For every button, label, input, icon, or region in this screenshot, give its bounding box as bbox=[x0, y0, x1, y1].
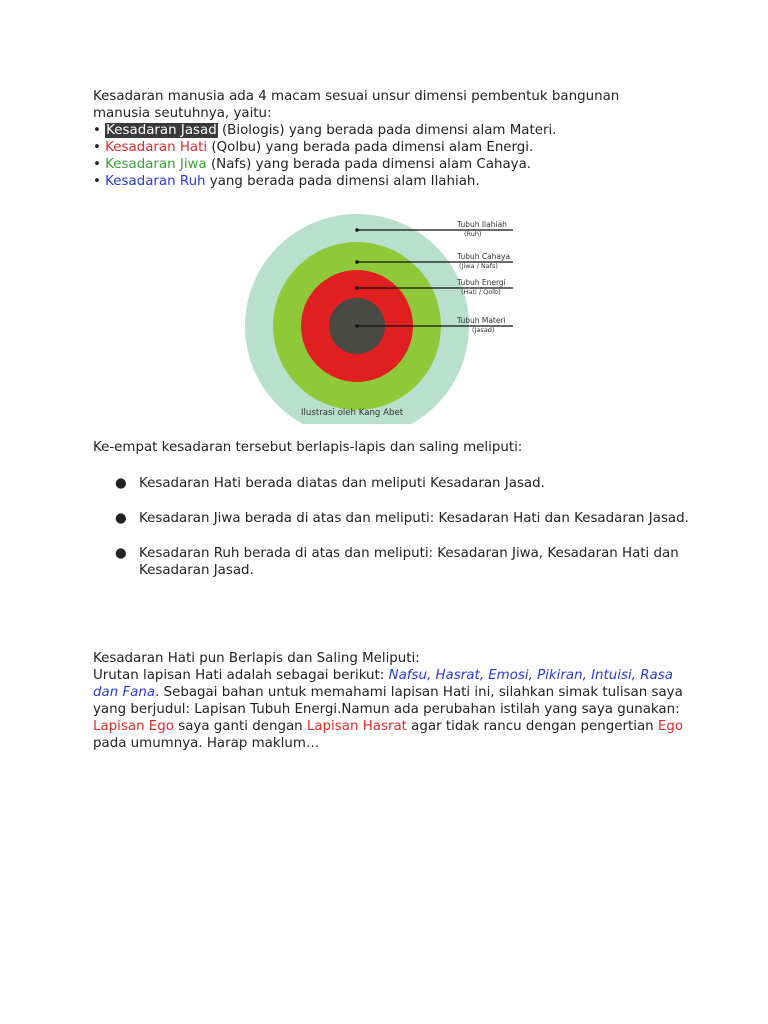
bullet-jiwa bbox=[93, 156, 693, 173]
term-ruh: Kesadaran Ruh bbox=[105, 174, 206, 189]
term-jasad: Kesadaran Jasad bbox=[106, 123, 217, 138]
bullet-hati bbox=[93, 139, 693, 156]
hati-layers-2: Rasa dan Fana bbox=[93, 668, 673, 700]
bullet-dot-icon: ● bbox=[115, 476, 127, 491]
label-ilahiah: Tubuh Ilahiah bbox=[457, 220, 507, 229]
label-materi-sub: (Jasad) bbox=[472, 326, 495, 334]
leader-dot bbox=[355, 286, 359, 290]
bullet-ruh bbox=[93, 173, 693, 190]
bullet-dot-icon: ● bbox=[115, 546, 127, 561]
consciousness-diagram bbox=[245, 214, 535, 424]
bullet-dot-icon: ● bbox=[115, 511, 127, 526]
hati-paragraph: Urutan lapisan Hati adalah sebagai berikut: Nafsu, Hasrat, Emosi, Pikiran, Intuisi, Rasa dan Fana. Sebagai bahan untuk memahami lapisan Hati ini, silahkan simak tulisan saya yang berjudul: Lapisan Tubuh Energi.Namun ada perubahan istilah yang saya gunakan: Lapisan Ego saya ganti dengan Lapisan Hasrat agar tidak rancu dengan pengertian Ego pada umumnya. Harap maklum… bbox=[93, 668, 684, 751]
bullet-marker: • bbox=[93, 157, 101, 172]
label-cahaya: Tubuh Cahaya bbox=[457, 252, 511, 261]
bullet-text: (Qolbu) yang berada pada dimensi alam Energi. bbox=[207, 140, 534, 155]
list-item: ● Kesadaran Ruh berada di atas dan meliputi: Kesadaran Jiwa, Kesadaran Hati dan Kesadaran Jasad. bbox=[115, 546, 679, 578]
hati-heading: Kesadaran Hati pun Berlapis dan Saling Meliputi: bbox=[93, 651, 420, 666]
term-ego-layer: Lapisan Ego bbox=[93, 719, 174, 734]
bullet-text: yang berada pada dimensi alam Ilahiah. bbox=[205, 174, 480, 189]
bullet-marker: • bbox=[93, 174, 101, 189]
intro-block bbox=[93, 88, 693, 190]
layering-list bbox=[93, 475, 693, 579]
bullet-text: (Nafs) yang berada pada dimensi alam Cahaya. bbox=[206, 157, 532, 172]
list-item: ● Kesadaran Hati berada diatas dan meliputi Kesadaran Jasad. bbox=[115, 476, 545, 491]
bullet-text: (Biologis) yang berada pada dimensi alam Materi. bbox=[217, 123, 557, 138]
term-jiwa: Kesadaran Jiwa bbox=[105, 157, 207, 172]
bullet-marker: • bbox=[93, 123, 101, 138]
layering-section bbox=[93, 439, 693, 597]
bullet-jasad bbox=[93, 122, 693, 139]
label-energi: Tubuh Energi bbox=[457, 278, 506, 287]
leader-dot bbox=[355, 260, 359, 264]
diagram-credit: Ilustrasi oleh Kang Abet bbox=[301, 408, 404, 418]
label-cahaya-sub: (Jiwa / Nafs) bbox=[459, 262, 498, 270]
term-ego: Ego bbox=[657, 719, 684, 734]
intro-line-1: Kesadaran manusia ada 4 macam sesuai unsur dimensi pembentuk bangunan bbox=[93, 89, 620, 104]
label-ilahiah-sub: (Ruh) bbox=[464, 230, 482, 238]
term-hati: Kesadaran Hati bbox=[105, 140, 208, 155]
leader-dot bbox=[355, 228, 359, 232]
list-item: ● Kesadaran Jiwa berada di atas dan meliputi: Kesadaran Hati dan Kesadaran Jasad. bbox=[115, 511, 689, 526]
hati-section bbox=[93, 650, 693, 752]
hati-layers: Nafsu, Hasrat, Emosi, Pikiran, Intuisi, bbox=[388, 668, 636, 683]
label-energi-sub: (Hati / Qolb) bbox=[461, 288, 501, 296]
intro-line-2: manusia seutuhnya, yaitu: bbox=[93, 106, 272, 121]
term-hasrat-layer: Lapisan Hasrat bbox=[306, 719, 407, 734]
leader-dot bbox=[355, 324, 359, 328]
layering-heading: Ke-empat kesadaran tersebut berlapis-lapis dan saling meliputi: bbox=[93, 440, 523, 455]
label-materi: Tubuh Materi bbox=[457, 316, 506, 325]
bullet-marker: • bbox=[93, 140, 101, 155]
